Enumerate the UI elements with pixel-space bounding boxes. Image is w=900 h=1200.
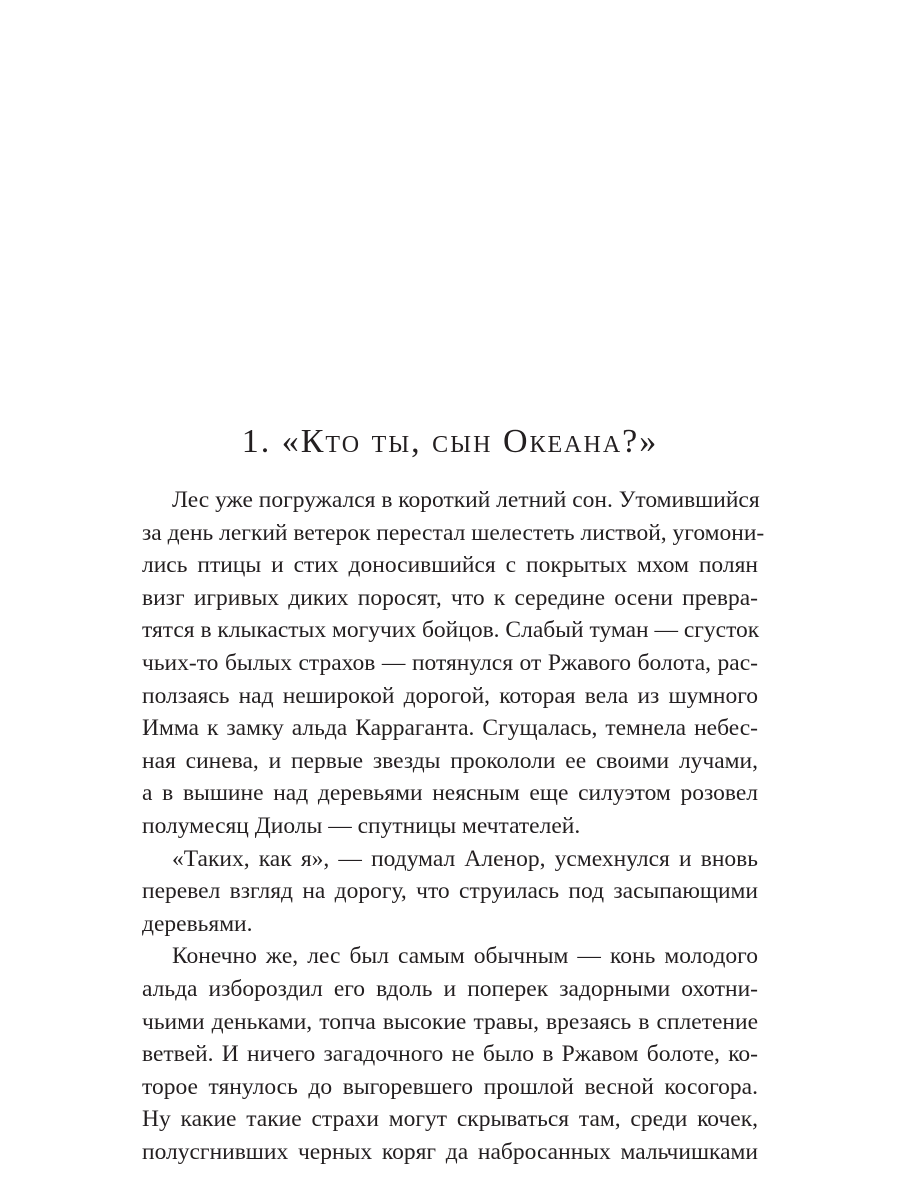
text-line: лись птицы и стих доносившийся с покрытых мхом полян <box>142 552 758 579</box>
text-line: «Таких, как я», — подумал Аленор, усмехнулся и вновь <box>172 845 758 872</box>
text-line: ветвей. И ничего загадочного не было в Ржавом болоте, ко- <box>142 1041 758 1068</box>
text-line: полумесяц Диолы — спутницы мечтателей. <box>142 812 581 839</box>
text-line: ная синева, и первые звезды прокололи ее своими лучами, <box>142 747 758 774</box>
text-line: альда избороздил его вдоль и поперек задорными охотни- <box>142 975 758 1002</box>
text-line: Ну какие такие страхи могут скрываться там, среди кочек, <box>142 1106 758 1133</box>
chapter-title: 1. «Кто ты, сын Океана?» <box>241 423 659 460</box>
text-line: ползаясь над неширокой дорогой, которая вела из шумного <box>142 682 758 709</box>
text-line: а в вышине над деревьями неясным еще силуэтом розовел <box>142 780 758 807</box>
text-line: тятся в клыкастых могучих бойцов. Слабый туман — сгусток <box>142 617 760 644</box>
text-line: за день легкий ветерок перестал шелестеть листвой, угомони- <box>142 519 765 546</box>
text-line: Конечно же, лес был самым обычным — конь молодого <box>172 943 758 970</box>
text-line: полусгнивших черных коряг да набросанных мальчишками <box>142 1138 758 1165</box>
text-line: торое тянулось до выгоревшего прошлой весной косогора. <box>142 1073 758 1100</box>
text-line: перевел взгляд на дорогу, что струилась под засыпающими <box>142 878 758 905</box>
text-line: Имма к замку альда Каррaганта. Сгущалась, темнела небес- <box>142 715 758 742</box>
text-line: чьими деньками, топча высокие травы, врезаясь в сплетение <box>142 1008 758 1035</box>
text-line: визг игривых диких поросят, что к середине осени превра- <box>142 584 758 611</box>
body-text <box>142 484 765 1168</box>
text-line: Лес уже погружался в короткий летний сон. Утомившийся <box>172 487 760 513</box>
text-line: деревьями. <box>142 910 253 937</box>
text-line: чьих-то былых страхов — потянулся от Ржавого болота, рас- <box>142 649 758 676</box>
